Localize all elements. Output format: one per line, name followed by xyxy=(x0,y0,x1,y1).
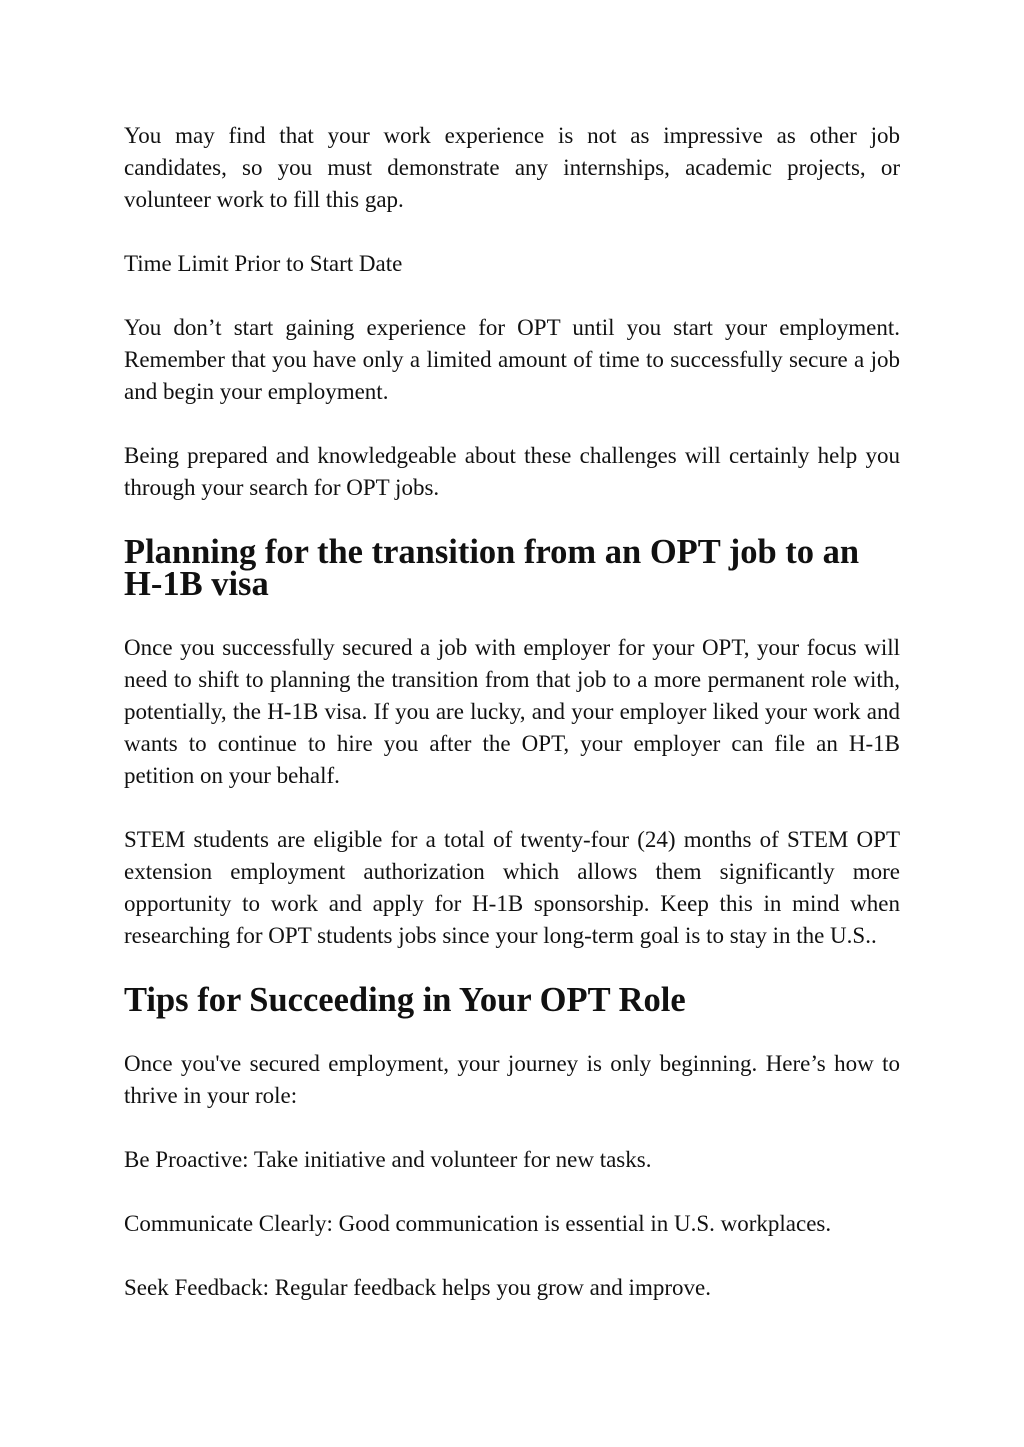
heading-planning-transition: Planning for the transition from an OPT job to an H-1B visa xyxy=(124,533,860,603)
paragraph-journey-beginning: Once you've secured employment, your journey is only beginning. Here’s how to thrive in your role: xyxy=(124,1051,900,1108)
paragraph-work-experience: You may find that your work experience is not as impressive as other job candidates, so you must demonstrate any internships, academic projects, or volunteer work to fill this gap. xyxy=(124,123,900,212)
document-page xyxy=(124,120,900,1336)
tip-communicate-clearly: Communicate Clearly: Good communication is essential in U.S. workplaces. xyxy=(124,1211,832,1236)
paragraph-secured-job: Once you successfully secured a job with employer for your OPT, your focus will need to shift to planning the transition from that job to a more permanent role with, potentially, the H-1B visa. If you are lucky, and your employer liked your work and wants to continue to hire you after the OPT, your employer can file an H-1B petition on your behalf. xyxy=(124,635,900,788)
paragraph-stem-students: STEM students are eligible for a total of twenty-four (24) months of STEM OPT extension employment authorization which allows them significantly more opportunity to work and apply for H-1B sponsorship. Keep this in mind when researching for OPT students jobs since your long-term goal is to stay in the U.S.. xyxy=(124,827,900,948)
tip-seek-feedback: Seek Feedback: Regular feedback helps you grow and improve. xyxy=(124,1275,711,1300)
tip-be-proactive: Be Proactive: Take initiative and volunteer for new tasks. xyxy=(124,1147,652,1172)
heading-tips-succeeding: Tips for Succeeding in Your OPT Role xyxy=(124,981,686,1019)
paragraph-start-employment: You don’t start gaining experience for OPT until you start your employment. Remember that you have only a limited amount of time to successfully secure a job and begin your employment. xyxy=(124,315,900,404)
subheading-time-limit: Time Limit Prior to Start Date xyxy=(124,251,403,276)
paragraph-being-prepared: Being prepared and knowledgeable about these challenges will certainly help you through your search for OPT jobs. xyxy=(124,443,900,500)
